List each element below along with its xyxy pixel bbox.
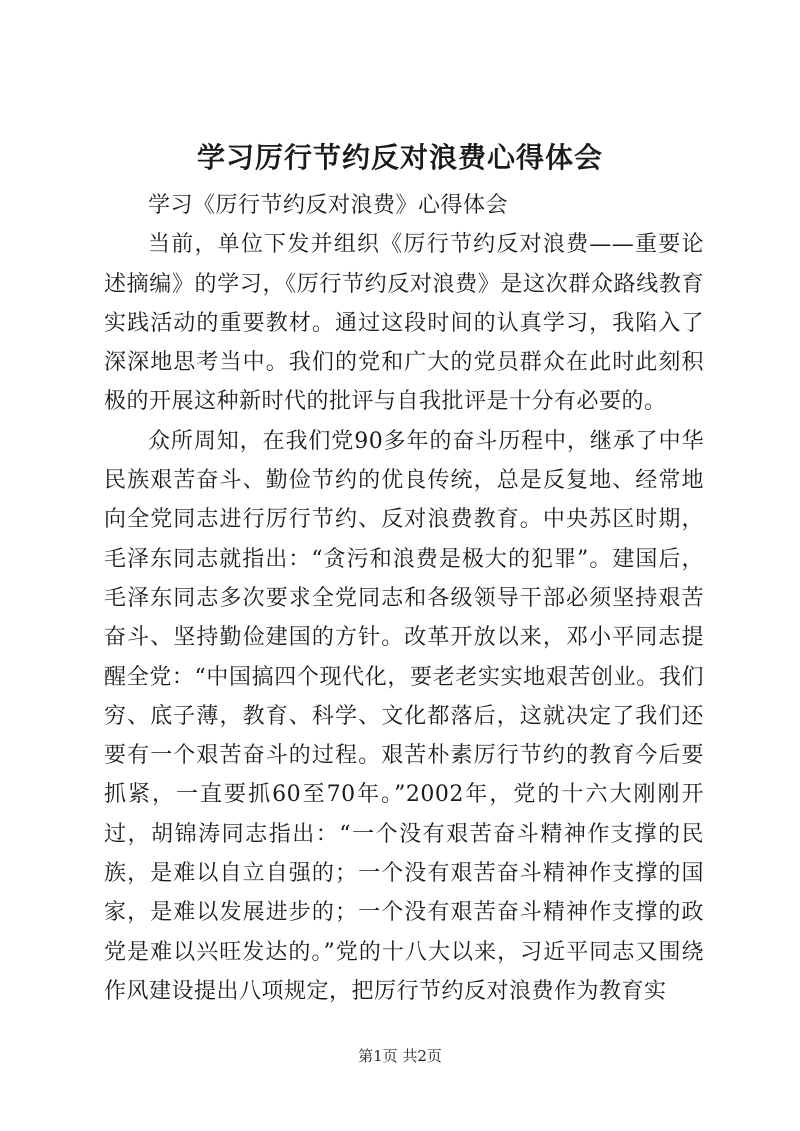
body-paragraph: 众所周知，在我们党90多年的奋斗历程中，继承了中华民族艰苦奋斗、勤俭节约的优良传统，总是反复地、经常地向全党同志进行厉行节约、反对浪费教育。中央苏区时期，毛泽东同志就指出：“贪污和浪费是极大的犯罪”。建国后，毛泽东同志多次要求全党同志和各级领导干部必须坚持艰苦奋斗、坚持勤俭建国的方针。改革开放以来，邓小平同志提醒全党：“中国搞四个现代化，要老老实实地艰苦创业。我们穷、底子薄，教育、科学、文化都落后，这就决定了我们还要有一个艰苦奋斗的过程。艰苦朴素厉行节约的教育今后要抓紧，一直要抓60至70年。”2002年，党的十六大刚刚开过，胡锦涛同志指出：“一个没有艰苦奋斗精神作支撑的民族，是难以自立自强的；一个没有艰苦奋斗精神作支撑的国家，是难以发展进步的；一个没有艰苦奋斗精神作支撑的政党是难以兴旺发达的。”党的十八大以来，习近平同志又围绕作风建设提出八项规定，把厉行节约反对浪费作为教育实 [104, 428, 704, 1004]
document-body [104, 186, 704, 1011]
body-paragraph: 当前，单位下发并组织《厉行节约反对浪费——重要论述摘编》的学习，《厉行节约反对浪费》是这次群众路线教育实践活动的重要教材。通过这段时间的认真学习，我陷入了深深地思考当中。我们的党和广大的党员群众在此时此刻积极的开展这种新时代的批评与自我批评是十分有必要的。 [104, 232, 704, 415]
subtitle-paragraph: 学习《厉行节约反对浪费》心得体会 [148, 193, 509, 218]
document-title: 学习厉行节约反对浪费心得体会 [196, 141, 603, 174]
page-number-footer: 第1页 共2页 [358, 1047, 442, 1065]
